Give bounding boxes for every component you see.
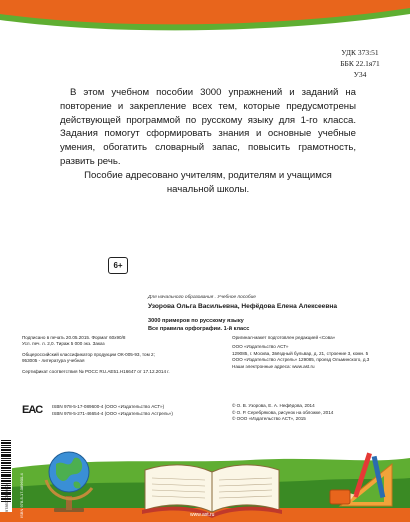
classification-codes <box>330 47 390 80</box>
copyright-authors: © О. В. Узорова, Е. А. Нефёдова, 2014 <box>232 403 315 408</box>
literature-type: 953005 - литература учебная <box>22 358 85 364</box>
email-addresses: Наши электронные адреса: www.ast.ru <box>232 363 315 369</box>
spine-isbn: ISBN 978-5-17-089600-4 <box>19 473 24 518</box>
copyright-notices <box>232 403 402 423</box>
product-classifier: Общероссийский классификатор продукции ОК-005-93, том 2; <box>22 351 155 357</box>
isbn-list <box>52 403 173 417</box>
bbk-code: ББК 22.1я71 <box>340 59 380 68</box>
publisher-ast-address: 129085, г. Москва, Звёздный бульвар, д. 21, строение 3, комн. 5 <box>232 350 369 356</box>
series-label: Для начального образования . Учебное пособие <box>148 295 256 300</box>
open-book-icon <box>142 465 282 518</box>
book-title-line-1: 3000 примеров по русскому языку <box>148 318 244 324</box>
annotation-paragraph-2: Пособие адресовано учителям, родителям и учащимся начальной школы. <box>84 169 332 195</box>
layout-credit: Оригинал-макет подготовлен редакцией «Сова» <box>232 335 336 340</box>
bottom-illustration <box>0 430 410 522</box>
print-date: Подписано в печать 20.05.2015. Формат 60x90/8 <box>22 335 126 340</box>
print-run: Усл. печ. л. 2,0. Тираж 5 000 экз. Заказ <box>22 341 105 347</box>
isbn-astrel: ISBN 978-5-271-46654-4 (ООО «Издательство Астрель») <box>52 411 173 416</box>
barcode-number: 9785170896004 <box>4 483 9 512</box>
book-title-line-2: Все правила орфографии. 1-й класс <box>148 325 250 332</box>
isbn-ast: ISBN 978-5-17-089600-4 (ООО «Издательство АСТ») <box>52 404 165 409</box>
publisher-details <box>232 335 402 370</box>
top-decorative-band <box>0 0 410 44</box>
copyright-publisher: © ООО «Издательство АСТ», 2015 <box>232 416 306 422</box>
publisher-astrel: ООО «Издательство Астрель» 129085, проезд Ольминского, д.3 <box>232 357 370 363</box>
udk-code: УДК 373:51 <box>341 48 379 57</box>
authors: Узорова Ольга Васильевна, Нефёдова Елена Алексеевна <box>148 303 338 310</box>
top-wave-graphic <box>0 0 410 44</box>
copyright-illustration: © О. Р. Серебрякова, рисунок на обложке, 2014 <box>232 409 334 415</box>
bottom-illustration-band <box>0 430 410 522</box>
book-title <box>148 318 249 333</box>
publisher-ast: ООО «Издательство АСТ» <box>232 344 289 350</box>
author-sign: У34 <box>353 70 367 79</box>
certificate: Сертификат соответствия № РОСС RU.AE51.Н16647 от 17.12.2014 г. <box>22 368 170 374</box>
eac-mark: EAC <box>22 404 43 416</box>
age-rating-badge: 6+ <box>108 257 128 274</box>
print-details <box>22 335 212 375</box>
book-annotation <box>60 86 356 196</box>
annotation-paragraph-1: В этом учебном пособии 3000 упражнений и заданий на повторение и закрепление всех тем, которые предусмотрены действующей программой по русскому языку для 1-го класса. Задания помогут сформировать знания и основные учебные умения, обогатить словарный запас, повысить грамотность, развить речь. <box>60 87 356 167</box>
website-link[interactable]: www.ast.ru <box>190 512 215 518</box>
